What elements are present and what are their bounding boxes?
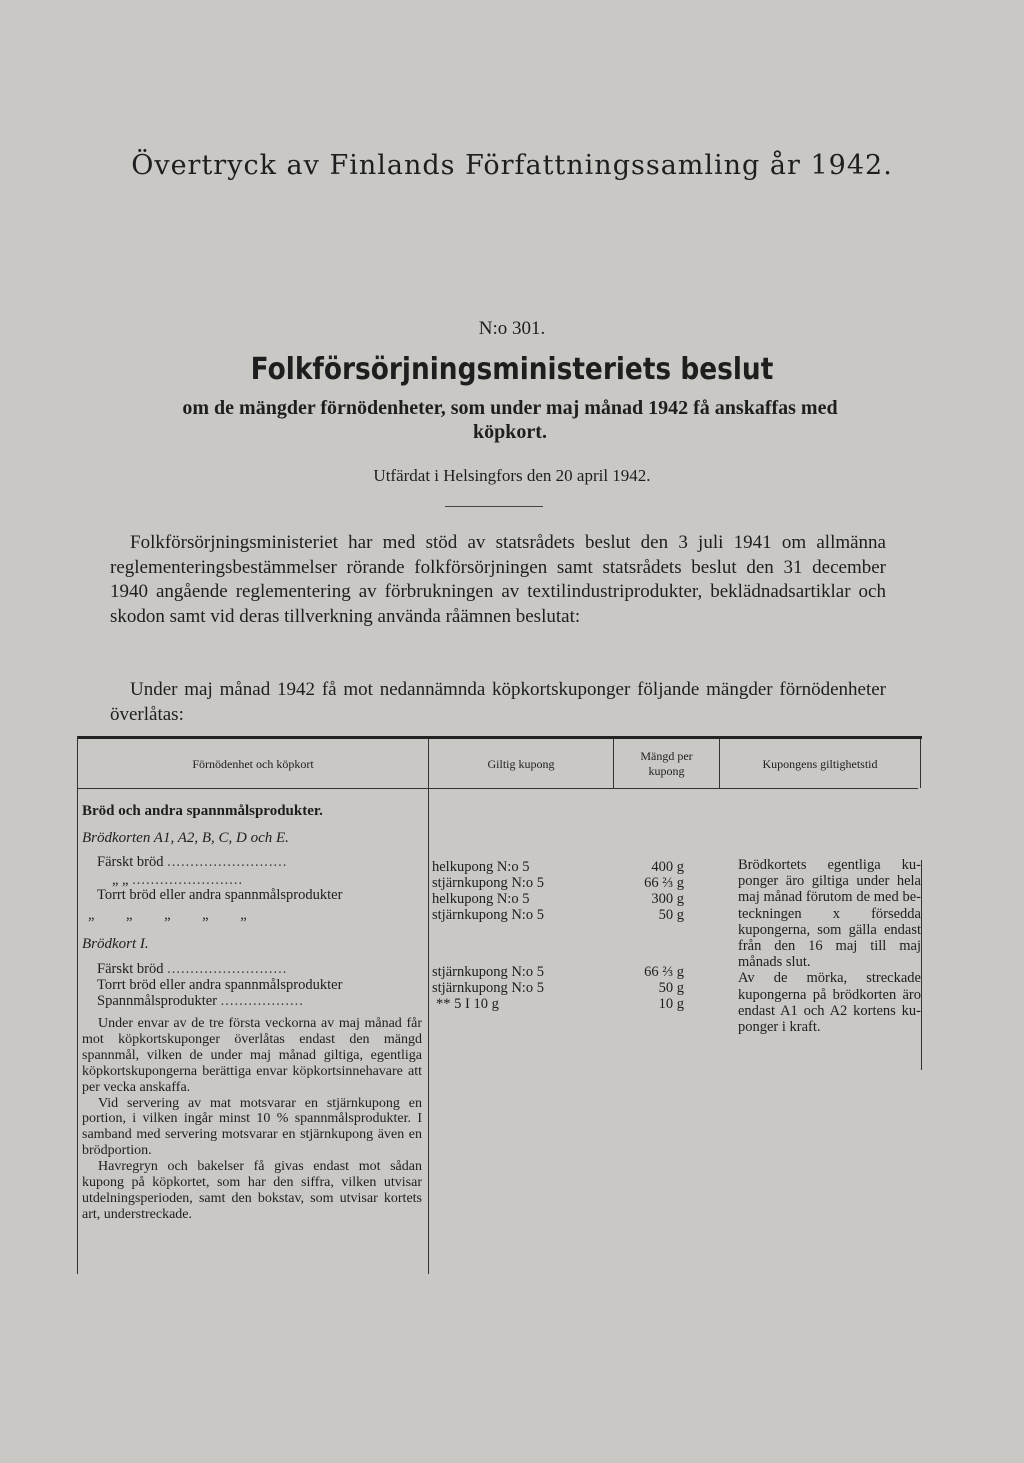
table-row: [97, 854, 423, 870]
row-amount: 10 g: [658, 996, 684, 1012]
table-row: [97, 993, 423, 1009]
row-item: „ „ „ „ „: [88, 907, 247, 923]
leader-dots: ..........................: [167, 961, 288, 977]
header-coupon: Giltig kupong: [487, 757, 555, 771]
table-col-divider-1: [428, 739, 429, 1274]
row-amount: 66 ⅔ g: [644, 875, 684, 891]
row-coupon: ** 5 I 10 g: [436, 996, 499, 1012]
header-item: Förnödenhet och köpkort: [192, 757, 314, 771]
table-row: [112, 872, 243, 888]
subtitle-line2: köpkort.: [473, 421, 547, 443]
decision-number: N:o 301.: [478, 318, 546, 339]
row-item: Färskt bröd: [97, 854, 164, 870]
header-amount-line1: Mängd per: [640, 749, 693, 763]
leader-dots: ..........................: [167, 854, 288, 870]
table-row: [88, 907, 247, 923]
row-coupon: stjärnkupong N:o 5: [432, 964, 544, 980]
row-amount: 400 g: [651, 859, 684, 875]
decision-paragraph: [110, 678, 886, 727]
row-amount: 50 g: [658, 907, 684, 923]
overprint-heading: Övertryck av Finlands Författningssamling år 1942.: [131, 150, 893, 181]
decision-text: Under maj månad 1942 få mot nedannämnda köpkortskuponger följande mängder förnödenheter överlåtas:: [110, 679, 886, 725]
header-amount-line2: kupong: [648, 764, 685, 778]
row-item: Spannmålsprodukter: [97, 993, 218, 1009]
row-item: „ „: [112, 872, 129, 888]
issued-line: Utfärdat i Helsingfors den 20 april 1942.: [373, 466, 651, 485]
validity-text: [738, 857, 921, 1035]
intro-text: Folkförsörjningsministeriet har med stöd av statsrådets beslut den 3 juli 1941 om allmänna reglementeringsbestämmelser rörande folkförsörjningen samt statsrådets beslut den 31 december 1940 angående reglementering av förbrukningen av textilindustriprodukter, beklädnadsartiklar och skodon samt vid deras tillverkning använda råämnen beslutat:: [110, 532, 886, 627]
leader-dots: ........................: [132, 872, 244, 888]
table-notes: [82, 1016, 422, 1223]
header-validity: Kupongens giltighetstid: [762, 757, 878, 771]
table-row: [97, 961, 423, 977]
row-coupon: helkupong N:o 5: [432, 891, 530, 907]
row-coupon: stjärnkupong N:o 5: [432, 875, 544, 891]
row-item: Torrt bröd eller andra spannmålsprodukter: [97, 887, 343, 903]
row-amount: 300 g: [651, 891, 684, 907]
table-left-border: [77, 736, 78, 1274]
row-coupon: helkupong N:o 5: [432, 859, 530, 875]
table-top-rule: [77, 736, 922, 739]
table-right-border: [920, 739, 921, 788]
header-amount: [614, 749, 719, 779]
validity-paragraph: Brödkortets egentliga kuponger äro giltiga under hela maj månad förutom de med beteckningen x försedda kupongerna, som gälla endast från den 16 maj till maj månads slut.: [738, 857, 921, 971]
table-header-rule: [77, 788, 918, 789]
row-coupon: stjärnkupong N:o 5: [432, 907, 544, 923]
row-amount: 50 g: [658, 980, 684, 996]
row-item: Torrt bröd eller andra spannmålsprodukter: [97, 977, 343, 993]
leader-dots: ..................: [220, 993, 304, 1009]
table-row: [97, 977, 342, 993]
group2-heading: Brödkort I.: [82, 936, 149, 952]
subtitle-line1: om de mängder förnödenheter, som under maj månad 1942 få anskaffas med: [182, 397, 838, 419]
group1-heading: Brödkorten A1, A2, B, C, D och E.: [82, 830, 289, 846]
section-heading: Bröd och andra spannmålsprodukter.: [82, 803, 323, 819]
row-amount: 66 ⅔ g: [644, 964, 684, 980]
divider: [445, 506, 543, 507]
validity-paragraph: Av de mörka, streckade kupongerna på brödkorten äro endast A1 och A2 kortens kuponger i kraft.: [738, 970, 921, 1036]
row-item: Färskt bröd: [97, 961, 164, 977]
note-paragraph: Vid servering av mat motsvarar en stjärnkupong en portion, i vilken ingår minst 10 % spannmålsprodukter. I samband med servering motsvarar en stjärnkupong även en brödportion.: [82, 1095, 422, 1159]
page-title: Folkförsörjningsministeriets beslut: [250, 352, 774, 387]
validity-right-edge: [921, 860, 922, 1070]
row-coupon: stjärnkupong N:o 5: [432, 980, 544, 996]
note-paragraph: Havregryn och bakelser få givas endast mot sådan kupong på köpkortet, som har den siffra, vilken utvisar utdelningsperioden, samt den bokstav, som utvisar kortets art, understreckade.: [82, 1159, 422, 1222]
subtitle: [120, 396, 900, 444]
intro-paragraph: [110, 531, 886, 629]
table-row: [97, 887, 342, 903]
note-paragraph: Under envar av de tre första veckorna av maj månad får mot köpkortskuponger överlåtas endast den mängd spannmål, vilken de under maj månad giltiga, egentliga köpkortskupongerna berättiga envar köpkortsinnehavare att per vecka anskaffa.: [82, 1016, 422, 1095]
